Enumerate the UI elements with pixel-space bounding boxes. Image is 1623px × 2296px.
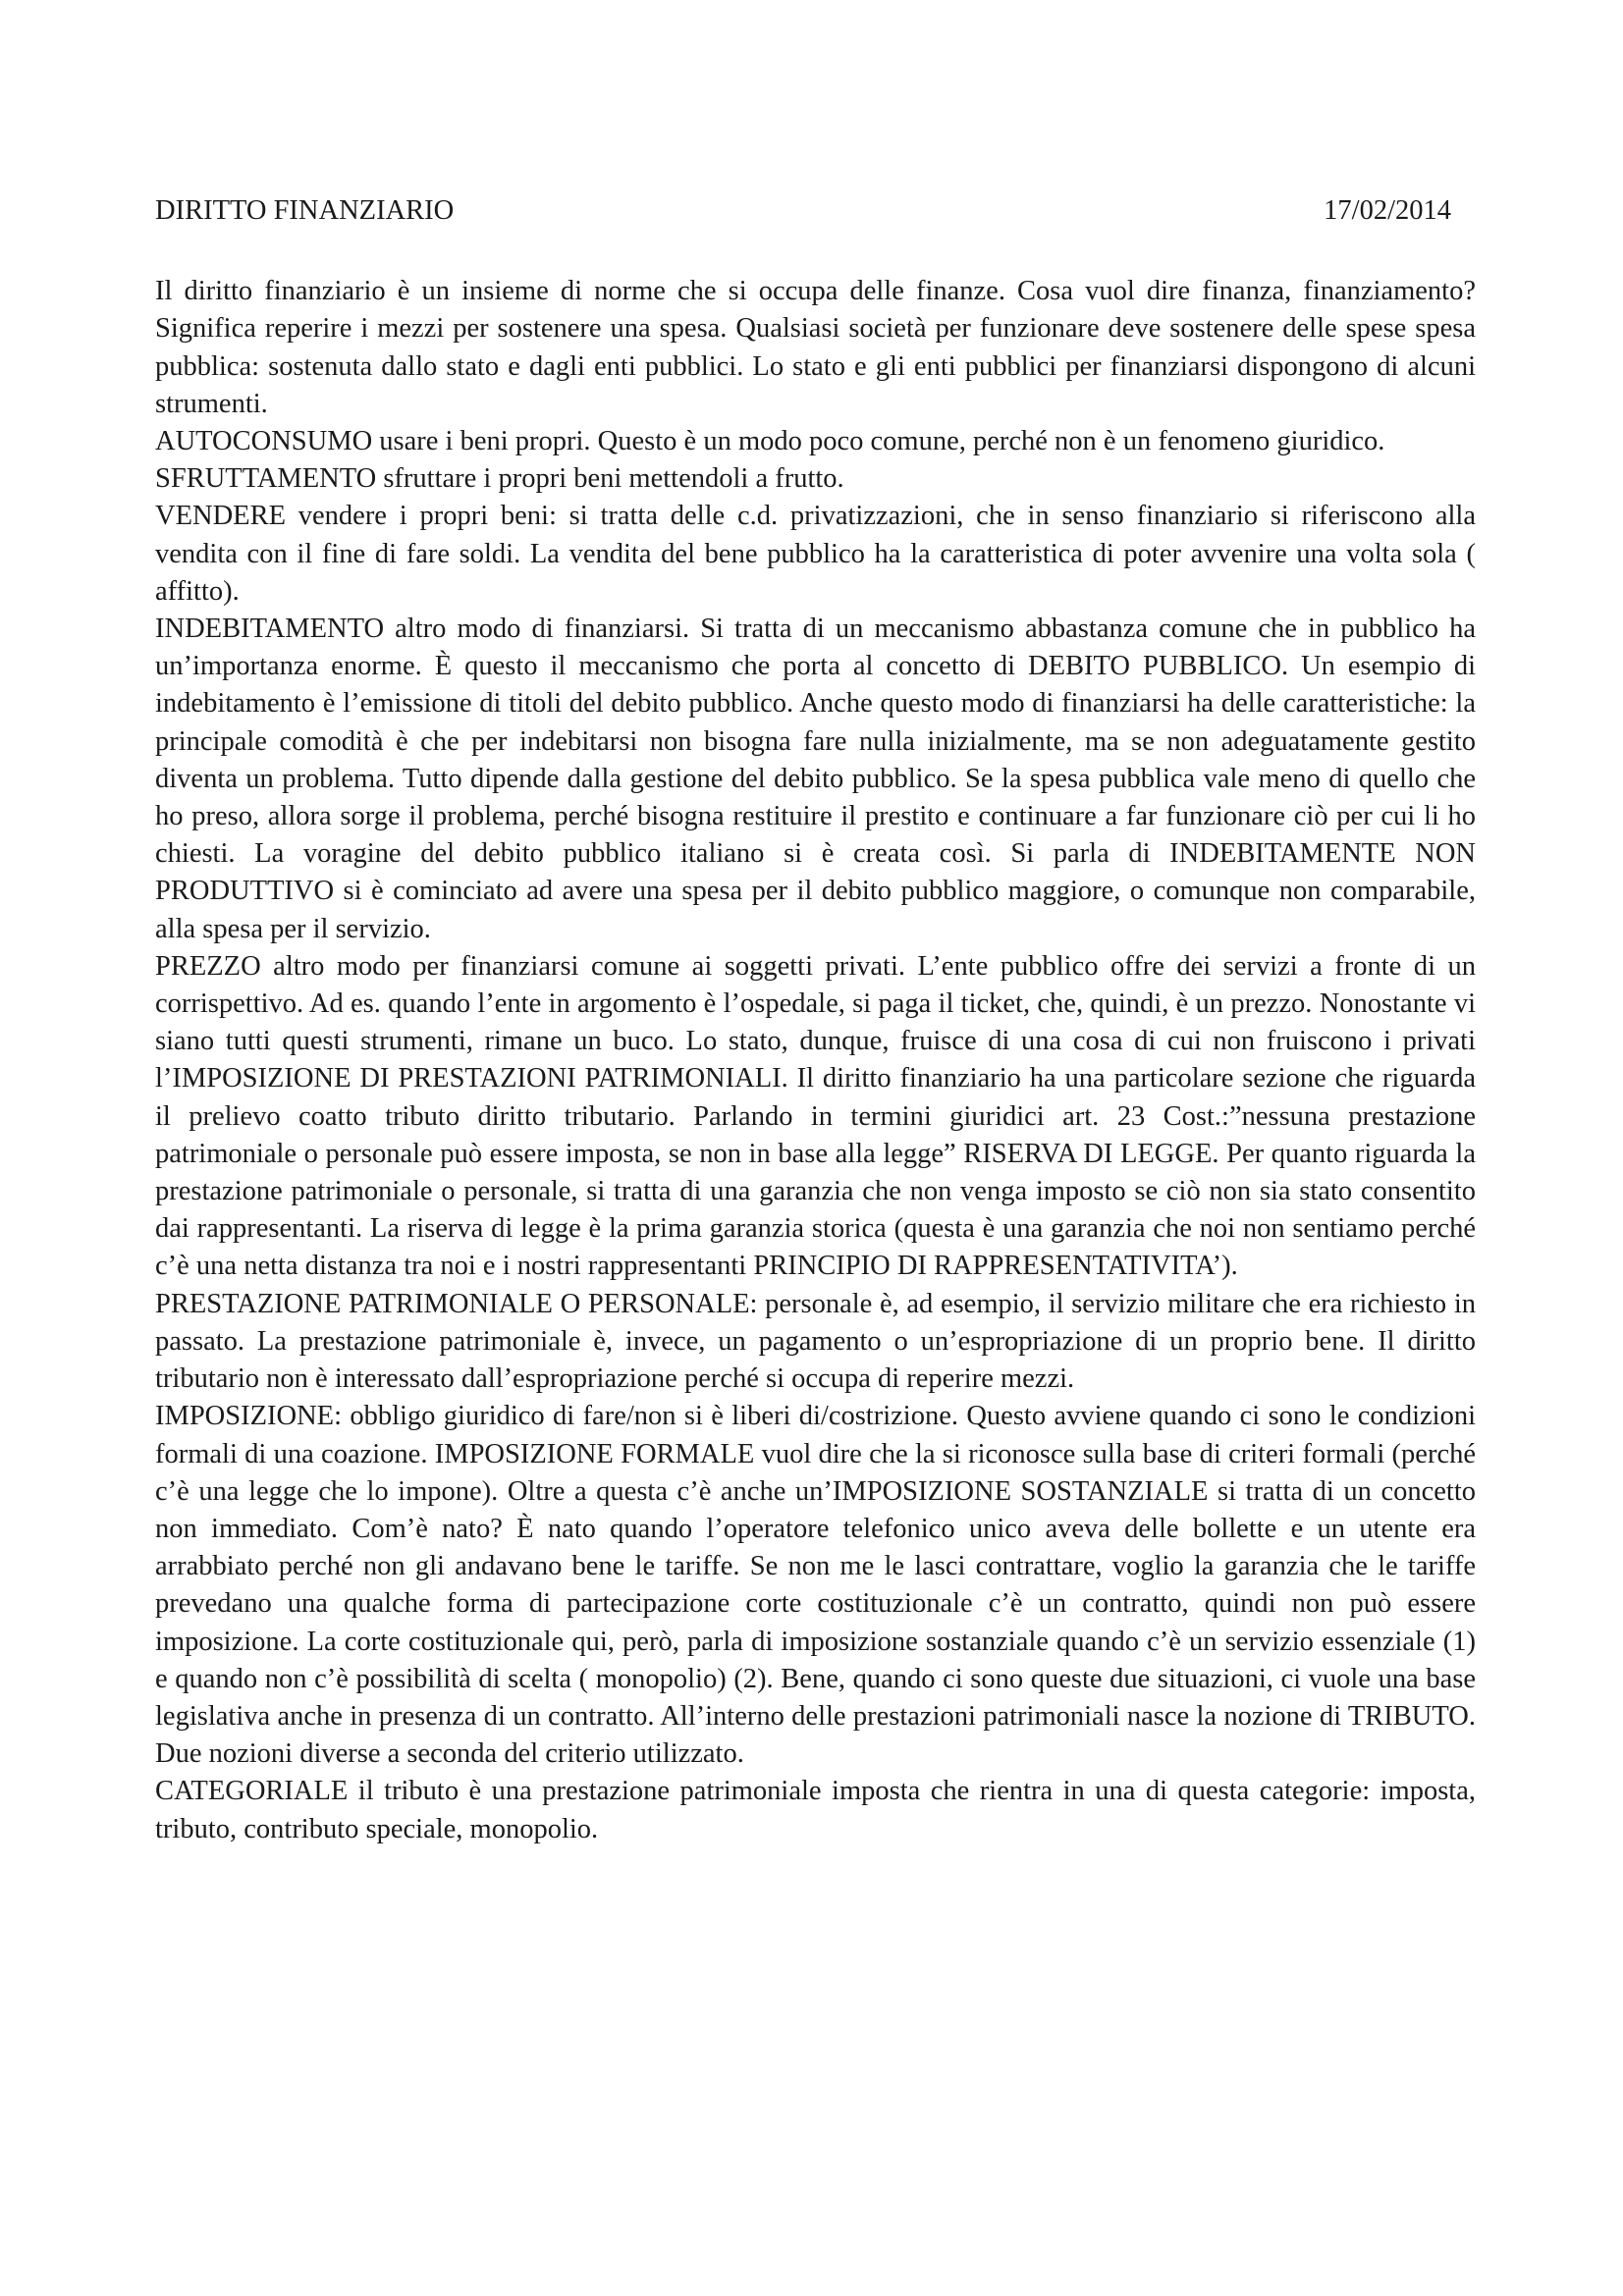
document-date: 17/02/2014 — [1324, 195, 1451, 226]
paragraph-indebitamento: INDEBITAMENTO altro modo di finanziarsi. Si tratta di un meccanismo abbastanza comune che in pubblico ha un’importanza enorme. È questo il meccanismo che porta al concetto di DEBITO PUBBLICO. Un esempio di indebitamento è l’emissione di titoli del debito pubblico. Anche questo modo di finanziarsi ha delle caratteristiche: la principale comodità è che per indebitarsi non bisogna fare nulla inizialmente, ma se non adeguatamente gestito diventa un problema. Tutto dipende dalla gestione del debito pubblico. Se la spesa pubblica vale meno di quello che ho preso, allora sorge il problema, perché bisogna restituire il prestito e continuare a far funzionare ciò per cui li ho chiesti. La voragine del debito pubblico italiano si è creata così. Si parla di INDEBITAMENTE NON PRODUTTIVO si è cominciato ad avere una spesa per il debito pubblico maggiore, o comunque non comparabile, alla spesa per il servizio. — [155, 614, 1476, 944]
document-page — [155, 192, 1476, 1848]
paragraph-imposizione: IMPOSIZIONE: obbligo giuridico di fare/non si è liberi di/costrizione. Questo avviene quando ci sono le condizioni formali di una coazione. IMPOSIZIONE FORMALE vuol dire che la si riconosce sulla base di criteri formali (perché c’è una legge che lo impone). Oltre a questa c’è anche un’IMPOSIZIONE SOSTANZIALE si tratta di un concetto non immediato. Com’è nato? È nato quando l’operatore telefonico unico aveva delle bollette e un utente era arrabbiato perché non gli andavano bene le tariffe. Se non me le lasci contrattare, voglio la garanzia che le tariffe prevedano una qualche forma di partecipazione corte costituzionale c’è un contratto, quindi non può essere imposizione. La corte costituzionale qui, però, parla di imposizione sostanziale quando c’è un servizio essenziale (1) e quando non c’è possibilità di scelta ( monopolio) (2). Bene, quando ci sono queste due situazioni, ci vuole una base legislativa anche in presenza di un contratto. All’interno delle prestazioni patrimoniali nasce la nozione di TRIBUTO. Due nozioni diverse a seconda del criterio utilizzato. — [155, 1401, 1476, 1770]
paragraph-autoconsumo: AUTOCONSUMO usare i beni propri. Questo è un modo poco comune, perché non è un fenomeno giuridico. — [155, 426, 1385, 457]
paragraph-prestazione: PRESTAZIONE PATRIMONIALE O PERSONALE: personale è, ad esempio, il servizio militare che era richiesto in passato. La prestazione patrimoniale è, invece, un pagamento o un’espropriazione di un proprio bene. Il diritto tributario non è interessato dall’espropriazione perché si occupa di reperire mezzi. — [155, 1288, 1476, 1395]
paragraph-vendere: VENDERE vendere i propri beni: si tratta delle c.d. privatizzazioni, che in senso finanziario si riferiscono alla vendita con il fine di fare soldi. La vendita del bene pubblico ha la caratteristica di poter avvenire una volta sola ( affitto). — [155, 501, 1476, 607]
document-title: DIRITTO FINANZIARIO — [155, 195, 455, 226]
paragraph-categoriale: CATEGORIALE il tributo è una prestazione patrimoniale imposta che rientra in una di questa categorie: imposta, tributo, contributo speciale, monopolio. — [155, 1776, 1476, 1844]
paragraph-prezzo: PREZZO altro modo per finanziarsi comune ai soggetti privati. L’ente pubblico offre dei servizi a fronte di un corrispettivo. Ad es. quando l’ente in argomento è l’ospedale, si paga il ticket, che, quindi, è un prezzo. Nonostante vi siano tutti questi strumenti, rimane un buco. Lo stato, dunque, fruisce di una cosa di cui non fruiscono i privati l’IMPOSIZIONE DI PRESTAZIONI PATRIMONIALI. Il diritto finanziario ha una particolare sezione che riguarda il prelievo coatto tributo diritto tributario. Parlando in termini giuridici art. 23 Cost.:”nessuna prestazione patrimoniale o personale può essere imposta, se non in base alla legge” RISERVA DI LEGGE. Per quanto riguarda la prestazione patrimoniale o personale, si tratta di una garanzia che non venga imposto se ciò non sia stato consentito dai rappresentanti. La riserva di legge è la prima garanzia storica (questa è una garanzia che noi non sentiamo perché c’è una netta distanza tra noi e i nostri rappresentanti PRINCIPIO DI RAPPRESENTATIVITA’). — [155, 950, 1476, 1282]
document-header — [155, 192, 1476, 230]
paragraph-intro: Il diritto finanziario è un insieme di norme che si occupa delle finanze. Cosa vuol dire finanza, finanziamento? Significa reperire i mezzi per sostenere una spesa. Qualsiasi società per funzionare deve sostenere delle spese spesa pubblica: sostenuta dallo stato e dagli enti pubblici. Lo stato e gli enti pubblici per finanziarsi dispongono di alcuni strumenti. — [155, 276, 1476, 419]
paragraph-sfruttamento: SFRUTTAMENTO sfruttare i propri beni mettendoli a frutto. — [155, 463, 844, 495]
